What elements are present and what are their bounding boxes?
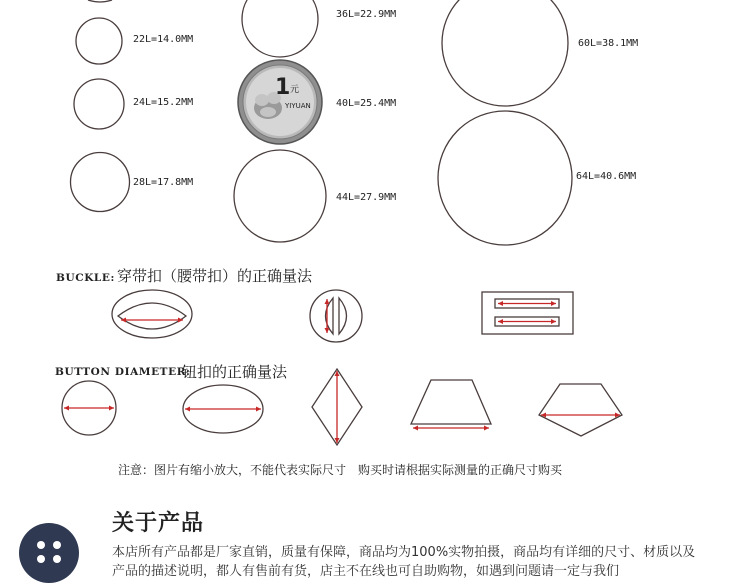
grid-icon: [19, 523, 79, 583]
buckle-title: 穿带扣（腰带扣）的正确量法: [117, 267, 313, 285]
button-trapezoid-diagram: [411, 380, 491, 431]
coin-unit: 元: [290, 85, 300, 95]
button-diamond-diagram: [312, 369, 362, 445]
coin-text: YIYUAN: [285, 102, 311, 110]
button-prefix: BUTTON DIAMETER:: [55, 366, 191, 378]
size-circle-36l: [242, 0, 318, 57]
size-label-28l: 28L=17.8MM: [133, 177, 194, 188]
coin-image: [238, 60, 322, 144]
button-circle-diagram: [62, 381, 116, 435]
coin-numeral: 1: [275, 75, 291, 100]
button-pentagon-diagram: [539, 384, 622, 436]
buckle-round-diagram: [310, 290, 362, 342]
about-title: 关于产品: [112, 511, 205, 536]
button-oval-diagram: [183, 385, 263, 433]
size-circle-60l: [442, 0, 568, 106]
scale-note: 注意：图片有缩小放大，不能代表实际尺寸 购买时请根据实际测量的正确尺寸购买: [118, 463, 563, 477]
partial-circle-top-left: [88, 0, 112, 2]
buckle-rect-diagram: [482, 292, 573, 334]
size-label-22l: 22L=14.0MM: [133, 34, 194, 45]
size-circle-22l: [76, 18, 122, 64]
about-text: 本店所有产品都是厂家直销，质量有保障，商品均为100%实物拍摄，商品均有详细的尺寸、材质以及产品的描述说明，都人有售前有货，店主不在线也可自助购物，如遇到问题请一定与我们: [112, 545, 696, 579]
size-label-60l: 60L=38.1MM: [578, 38, 639, 49]
size-circle-24l: [74, 79, 124, 129]
buckle-prefix: BUCKLE:: [56, 272, 115, 284]
size-label-44l: 44L=27.9MM: [336, 192, 397, 203]
size-label-36l: 36L=22.9MM: [336, 9, 397, 20]
size-circle-44l: [234, 150, 326, 242]
size-label-64l: 64L=40.6MM: [576, 171, 637, 182]
size-circle-64l: [438, 111, 572, 245]
size-label-40l: 40L=25.4MM: [336, 98, 397, 109]
buckle-oval-diagram: [112, 290, 192, 338]
size-label-24l: 24L=15.2MM: [133, 97, 194, 108]
size-circle-28l: [71, 153, 130, 212]
button-title: 钮扣的正确量法: [182, 363, 288, 381]
